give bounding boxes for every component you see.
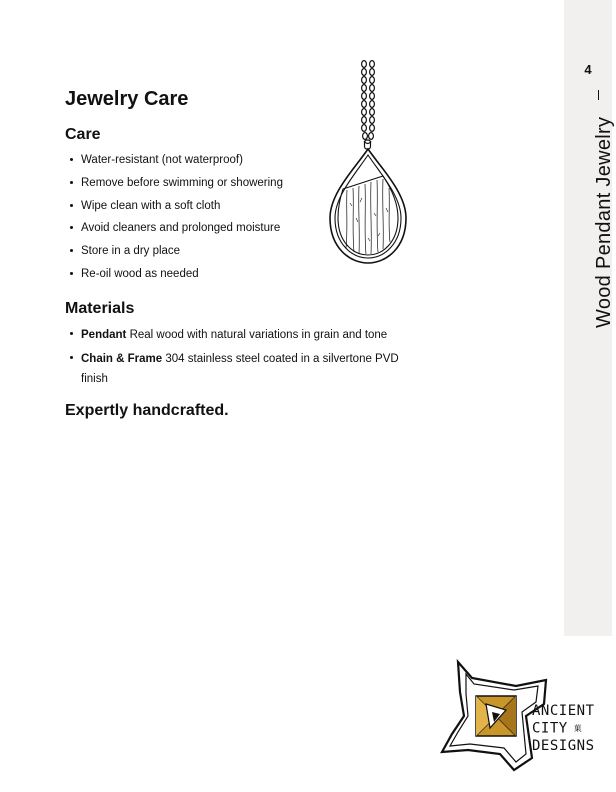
bullet-icon: [70, 332, 73, 335]
materials-item-label: Pendant: [81, 329, 127, 341]
bullet-icon: [70, 356, 73, 359]
page-title: Jewelry Care: [65, 88, 189, 110]
page-number: 4: [584, 62, 592, 77]
materials-item-text: Real wood with natural variations in grain and tone: [129, 329, 388, 341]
bullet-icon: [70, 226, 73, 229]
materials-heading: Materials: [65, 300, 135, 317]
tagline: Expertly handcrafted.: [65, 402, 229, 419]
materials-item-label: Chain & Frame: [81, 353, 163, 365]
care-item: Store in a dry place: [70, 242, 283, 265]
bullet-icon: [70, 272, 73, 275]
care-item: Avoid cleaners and prolonged moisture: [70, 219, 283, 242]
logo-line-3: DESIGNS: [532, 737, 595, 754]
logo-text: [532, 703, 595, 755]
care-heading: Care: [65, 126, 101, 143]
logo-mark: 菓: [573, 724, 583, 733]
materials-list: [70, 325, 420, 393]
care-item: Re-oil wood as needed: [70, 265, 283, 288]
care-item: Wipe clean with a soft cloth: [70, 197, 283, 220]
logo-line-1: ANCIENT: [532, 703, 595, 719]
side-tab: [564, 0, 615, 636]
care-item: Water-resistant (not waterproof): [70, 151, 283, 174]
materials-item: [70, 349, 420, 389]
side-title: Wood Pendant Jewelry: [593, 116, 615, 328]
pendant-illustration-icon: [325, 58, 415, 268]
materials-item-text: 304 stainless steel coated in a silvertone PVD finish: [81, 353, 399, 385]
care-item: Remove before swimming or showering: [70, 174, 283, 197]
bullet-icon: [70, 181, 73, 184]
bullet-icon: [70, 204, 73, 207]
materials-item: [70, 325, 420, 345]
bullet-icon: [70, 158, 73, 161]
care-list: [70, 151, 283, 288]
bullet-icon: [70, 249, 73, 252]
logo-line-2: CITY 菓: [532, 720, 583, 737]
